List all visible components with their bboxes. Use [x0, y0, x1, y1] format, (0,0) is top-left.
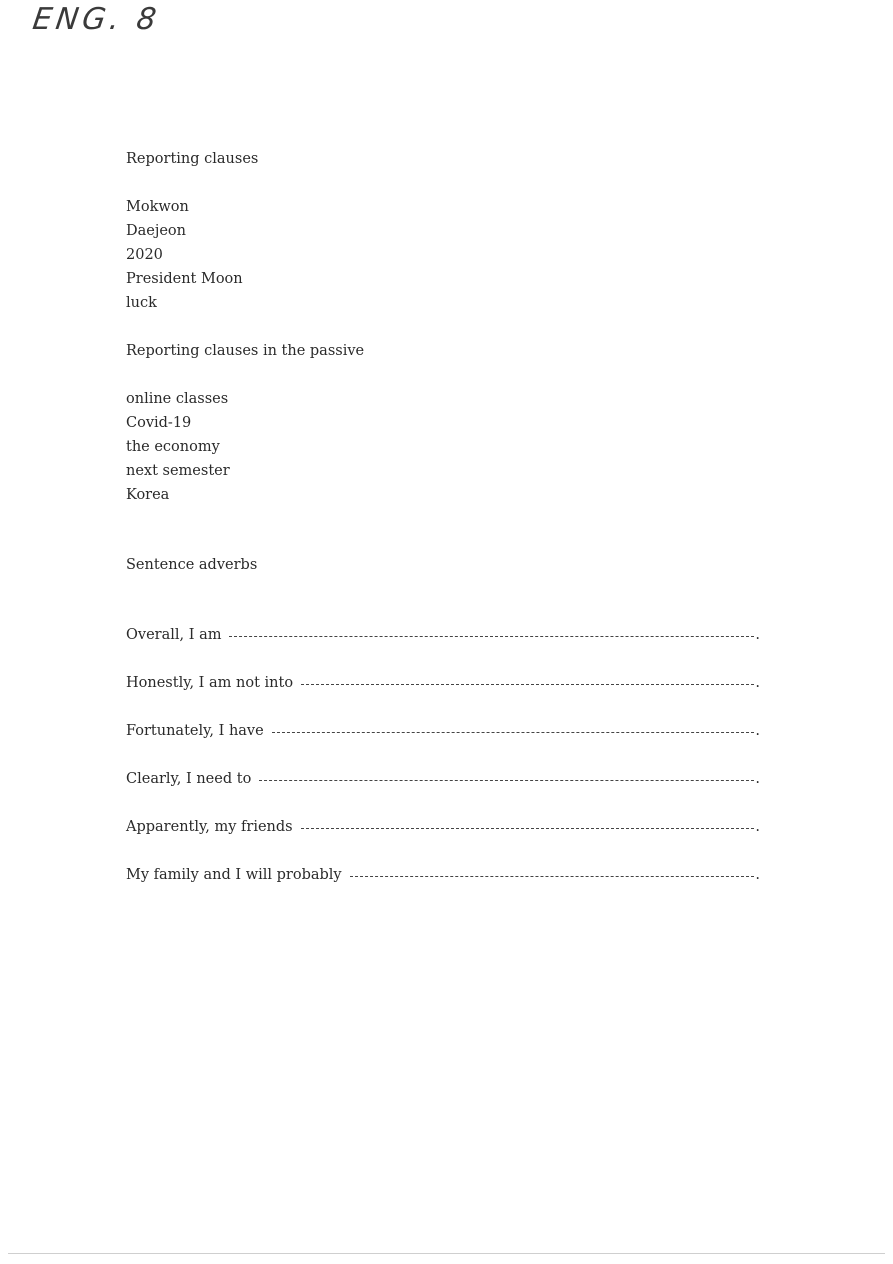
blank-answer-line[interactable]	[272, 719, 755, 733]
section-heading-sentence-adverbs: Sentence adverbs	[126, 557, 258, 573]
end-period: .	[755, 867, 760, 883]
end-period: .	[755, 627, 760, 643]
end-period: .	[755, 723, 760, 739]
list-item: online classes	[126, 391, 229, 407]
section-heading-passive: Reporting clauses in the passive	[126, 343, 365, 359]
fill-in-row	[126, 719, 760, 743]
end-period: .	[755, 675, 760, 691]
page-bottom-edge-divider	[8, 1253, 885, 1254]
list-item: the economy	[126, 439, 220, 455]
list-item: Daejeon	[126, 223, 186, 239]
list-item: next semester	[126, 463, 230, 479]
blank-answer-line[interactable]	[229, 623, 754, 637]
prompt-text: Honestly, I am not into	[126, 675, 294, 691]
fill-in-row	[126, 815, 760, 839]
fill-in-row	[126, 767, 760, 791]
prompt-text: Apparently, my friends	[126, 819, 293, 835]
section-heading-reporting-clauses: Reporting clauses	[126, 151, 259, 167]
list-item: luck	[126, 295, 157, 311]
list-item: 2020	[126, 247, 163, 263]
fill-in-row	[126, 623, 760, 647]
blank-answer-line[interactable]	[350, 863, 755, 877]
prompt-text: Fortunately, I have	[126, 723, 264, 739]
end-period: .	[755, 819, 760, 835]
prompt-text: Overall, I am	[126, 627, 222, 643]
handwritten-page-label: ENG. 8	[30, 2, 163, 37]
blank-answer-line[interactable]	[301, 671, 754, 685]
list-item: Covid-19	[126, 415, 192, 431]
fill-in-row	[126, 671, 760, 695]
prompt-text: Clearly, I need to	[126, 771, 252, 787]
fill-in-row	[126, 863, 760, 887]
list-item: Mokwon	[126, 199, 189, 215]
end-period: .	[755, 771, 760, 787]
list-item: Korea	[126, 487, 170, 503]
worksheet-content	[126, 147, 766, 911]
blank-answer-line[interactable]	[301, 815, 755, 829]
blank-answer-line[interactable]	[259, 767, 754, 781]
prompt-text: My family and I will probably	[126, 867, 342, 883]
list-item: President Moon	[126, 271, 243, 287]
